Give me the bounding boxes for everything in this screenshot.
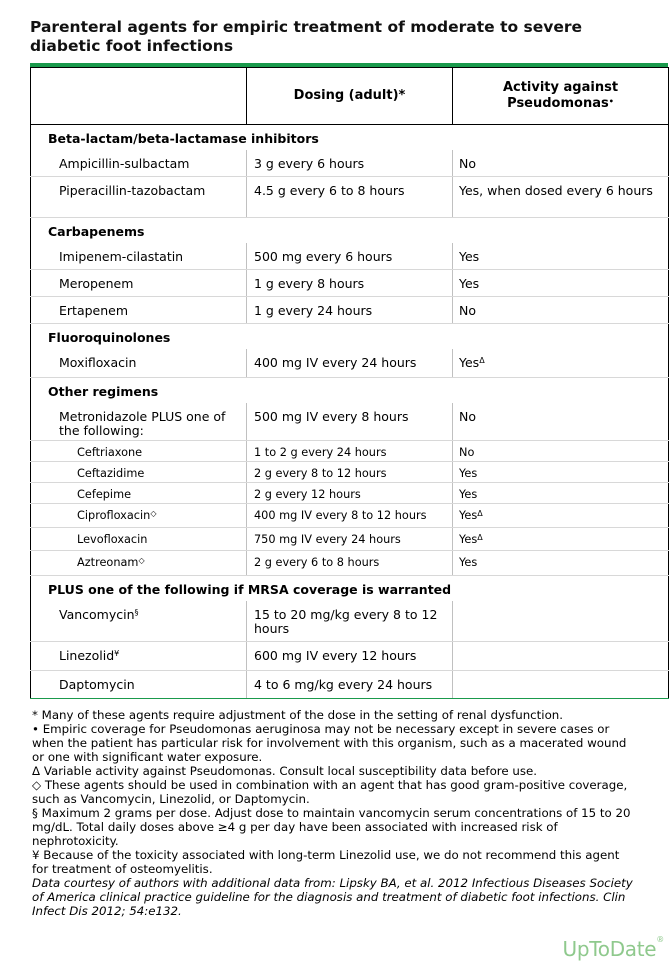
footnote-delta: Δ Variable activity against Pseudomonas. Consult local susceptibility data before use. [32,764,538,778]
section-label: PLUS one of the following if MRSA coverage is warranted [31,576,669,601]
drug-name: Ceftriaxone [31,441,247,462]
uptodate-logo [563,937,665,961]
table-row [31,462,669,483]
drug-activity: No [453,150,669,177]
variable-activity-mark: Δ [477,509,483,518]
table-row [31,504,669,528]
drug-name-text: Aztreonam [77,556,139,569]
combination-mark: ◇ [138,556,145,565]
section-row [31,218,669,243]
header-activity-line2: Pseudomonas [507,96,609,111]
footnote-asterisk: * Many of these agents require adjustment of the dose in the setting of renal dysfunction. [32,708,564,722]
drug-dose: 4 to 6 mg/kg every 24 hours [247,671,453,699]
drug-dose: 4.5 g every 6 to 8 hours [247,177,453,218]
drug-activity: Yes [453,483,669,504]
table-row [31,403,669,441]
drug-name: Levofloxacin [31,528,247,551]
drug-name [31,551,247,576]
section-row [31,378,669,403]
footnote-bullet-mark: • [608,97,614,106]
activity-text: Yes [459,533,478,546]
logo-text: UpToDate [562,937,657,961]
drug-activity: No [453,441,669,462]
drug-name-text: Linezolid [59,648,115,663]
drug-name [31,504,247,528]
footnotes [32,708,638,918]
section-label: Carbapenems [31,218,669,243]
dosing-table [30,67,669,699]
table-row [31,349,669,378]
footnote-bullet: • Empiric coverage for Pseudomonas aeruginosa may not be necessary except in severe cases or when the patient has particular risk for involvement with this organism, such as a macerated wound or one with significant water exposure. [32,722,627,764]
citation: Data courtesy of authors with additional data from: Lipsky BA, et al. 2012 Infectious Diseases Society of America clinical practice guideline for the diagnosis and treatment of diabetic foot infections. Clin Infect Dis 2012; 54:e132. [32,876,633,918]
vancomycin-mark: § [134,607,139,617]
drug-name [31,601,247,642]
drug-activity [453,642,669,671]
drug-activity: No [453,297,669,324]
drug-activity: No [453,403,669,441]
header-activity-line1: Activity against [502,80,619,95]
drug-dose: 600 mg IV every 12 hours [247,642,453,671]
table-row [31,243,669,270]
table-header-row [31,68,669,125]
linezolid-mark: ¥ [114,649,120,658]
drug-activity [453,528,669,551]
drug-dose: 1 g every 24 hours [247,297,453,324]
drug-dose: 15 to 20 mg/kg every 8 to 12 hours [247,601,453,642]
drug-dose: 400 mg IV every 8 to 12 hours [247,504,453,528]
section-row [31,125,669,150]
section-label: Other regimens [31,378,669,403]
drug-name: Meropenem [31,270,247,297]
registered-mark: ® [656,935,664,944]
drug-name: Piperacillin-tazobactam [31,177,247,218]
drug-name: Moxifloxacin [31,349,247,378]
table-row [31,150,669,177]
section-row [31,324,669,349]
drug-name: Ampicillin-sulbactam [31,150,247,177]
table-row [31,551,669,576]
activity-text: Yes [459,509,478,522]
drug-activity: Yes [453,551,669,576]
header-agent [31,68,247,125]
drug-name: Daptomycin [31,671,247,699]
drug-dose: 750 mg IV every 24 hours [247,528,453,551]
drug-name: Metronidazole PLUS one of the following: [31,403,247,441]
drug-activity: Yes, when dosed every 6 hours [453,177,669,218]
activity-text: Yes [459,354,480,370]
footnote-diamond: ◇ These agents should be used in combination with an agent that has good gram-positive coverage, such as Vancomycin, Linezolid, or Daptomycin. [32,778,628,806]
drug-name-text: Vancomycin [59,606,135,622]
table-row [31,671,669,699]
drug-name: Ceftazidime [31,462,247,483]
section-row [31,576,669,601]
drug-name-text: Ciprofloxacin [77,509,151,522]
table-row [31,270,669,297]
drug-activity: Yes [453,462,669,483]
header-dosing: Dosing (adult)* [247,68,453,125]
drug-dose: 400 mg IV every 24 hours [247,349,453,378]
drug-name [31,642,247,671]
table-row [31,441,669,462]
drug-dose: 500 mg IV every 8 hours [247,403,453,441]
header-activity [453,68,669,125]
footnote-section: § Maximum 2 grams per dose. Adjust dose to maintain vancomycin serum concentrations of 15 to 20 mg/dL. Total daily doses above ≥4 g per day have been associated with increased risk of nephrotoxicity. [32,806,631,848]
drug-dose: 2 g every 8 to 12 hours [247,462,453,483]
drug-dose: 1 to 2 g every 24 hours [247,441,453,462]
drug-activity [453,671,669,699]
drug-dose: 2 g every 12 hours [247,483,453,504]
table-row [31,601,669,642]
drug-name: Cefepime [31,483,247,504]
drug-activity: Yes [453,270,669,297]
combination-mark: ◇ [150,509,157,518]
drug-dose: 3 g every 6 hours [247,150,453,177]
drug-dose: 1 g every 8 hours [247,270,453,297]
drug-activity [453,504,669,528]
variable-activity-mark: Δ [477,533,483,542]
variable-activity-mark: Δ [479,355,485,365]
page-title: Parenteral agents for empiric treatment of moderate to severe diabetic foot infections [30,18,583,55]
table-row [31,297,669,324]
drug-dose: 500 mg every 6 hours [247,243,453,270]
drug-activity: Yes [453,243,669,270]
section-label: Beta-lactam/beta-lactamase inhibitors [31,125,669,150]
footnote-yen: ¥ Because of the toxicity associated with long-term Linezolid use, we do not recommend this agent for treatment of osteomyelitis. [32,848,620,876]
drug-activity [453,601,669,642]
table-row [31,177,669,218]
table-row [31,528,669,551]
drug-name: Ertapenem [31,297,247,324]
drug-dose: 2 g every 6 to 8 hours [247,551,453,576]
drug-activity [453,349,669,378]
drug-name: Imipenem-cilastatin [31,243,247,270]
table-row [31,483,669,504]
section-label: Fluoroquinolones [31,324,669,349]
table-row [31,642,669,671]
